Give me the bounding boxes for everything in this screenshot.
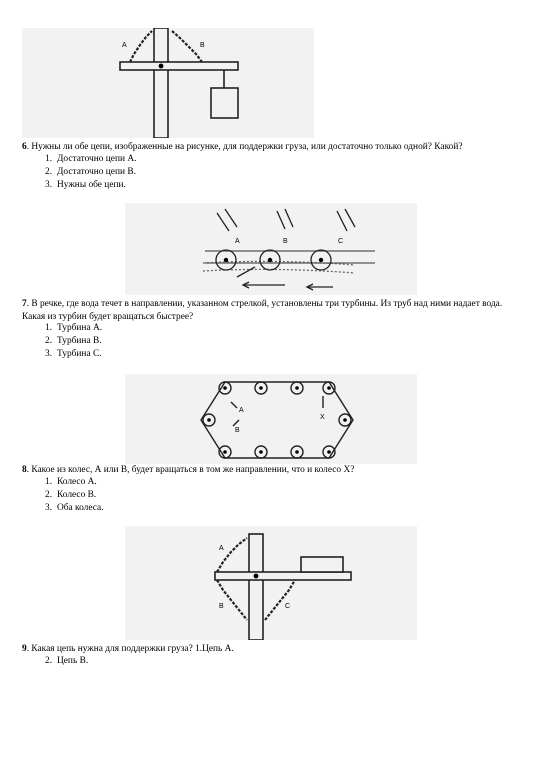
option-label: Турбина С. bbox=[57, 349, 102, 359]
option-label: Колесо В. bbox=[57, 490, 97, 500]
option-item: 2. Турбина В. bbox=[45, 336, 102, 346]
question-number: 7 bbox=[22, 299, 27, 309]
label-b: B bbox=[283, 238, 288, 245]
figure-turbines-drawing bbox=[125, 203, 417, 295]
options-8 bbox=[45, 476, 104, 515]
figure-three-chains bbox=[125, 526, 417, 640]
option-item: 3. Оба колеса. bbox=[45, 503, 104, 513]
options-6 bbox=[45, 153, 136, 192]
figure-turbines bbox=[125, 203, 417, 295]
option-item: 3. Турбина С. bbox=[45, 349, 102, 359]
option-label: Достаточно цепи В. bbox=[57, 167, 136, 177]
label-a: A bbox=[235, 238, 240, 245]
option-item: 2. Цепь В. bbox=[45, 656, 89, 666]
question-6 bbox=[22, 141, 527, 154]
option-item: 3. Нужны обе цепи. bbox=[45, 180, 126, 190]
question-8 bbox=[22, 464, 527, 477]
question-number: 8 bbox=[22, 465, 27, 475]
figure-wheels bbox=[125, 374, 417, 464]
question-text: . Нужны ли обе цепи, изображенные на рисунке, для поддержки груза, или достаточно только одной? Какой? bbox=[26, 142, 463, 152]
option-label: Колесо А. bbox=[57, 477, 97, 487]
option-label: Нужны обе цепи. bbox=[57, 180, 126, 190]
options-9 bbox=[45, 655, 88, 668]
option-label: Цепь В. bbox=[57, 656, 89, 666]
option-item: 1. Достаточно цепи А. bbox=[45, 154, 137, 164]
option-label: Оба колеса. bbox=[57, 503, 104, 513]
figure-two-chains bbox=[22, 28, 314, 138]
label-a: A bbox=[122, 42, 127, 49]
label-c: C bbox=[338, 238, 344, 245]
figure-three-chains-drawing bbox=[125, 526, 417, 640]
question-number: 9 bbox=[22, 644, 27, 654]
option-label: Турбина А. bbox=[57, 323, 103, 333]
option-item: 1. Колесо А. bbox=[45, 477, 97, 487]
label-a: A bbox=[239, 407, 244, 414]
option-label: Турбина В. bbox=[57, 336, 102, 346]
option-item: 2. Колесо В. bbox=[45, 490, 97, 500]
option-label: Достаточно цепи А. bbox=[57, 154, 137, 164]
label-x: X bbox=[320, 414, 325, 421]
figure-wheels-drawing bbox=[125, 374, 417, 464]
question-text: . Какое из колес, А или В, будет вращаться в том же направлении, что и колесо Х? bbox=[26, 465, 355, 475]
label-b: B bbox=[235, 427, 240, 434]
question-7 bbox=[22, 298, 527, 323]
option-item: 2. Достаточно цепи В. bbox=[45, 167, 136, 177]
label-b: B bbox=[219, 603, 224, 610]
question-text: . В речке, где вода течет в направлении, указанном стрелкой, установлены три турбины. Из труб над ними надает вода. Какая из турбин будет вращаться быстрее? bbox=[22, 299, 503, 322]
figure-two-chains-drawing bbox=[22, 28, 314, 138]
question-text: . Какая цепь нужна для поддержки груза? 1.Цепь А. bbox=[26, 644, 234, 654]
label-c: C bbox=[285, 603, 291, 610]
options-7 bbox=[45, 322, 102, 361]
option-item: 1. Турбина А. bbox=[45, 323, 103, 333]
label-a: A bbox=[219, 545, 224, 552]
label-b: B bbox=[200, 42, 205, 49]
question-number: 6 bbox=[22, 142, 27, 152]
question-9 bbox=[22, 643, 527, 656]
